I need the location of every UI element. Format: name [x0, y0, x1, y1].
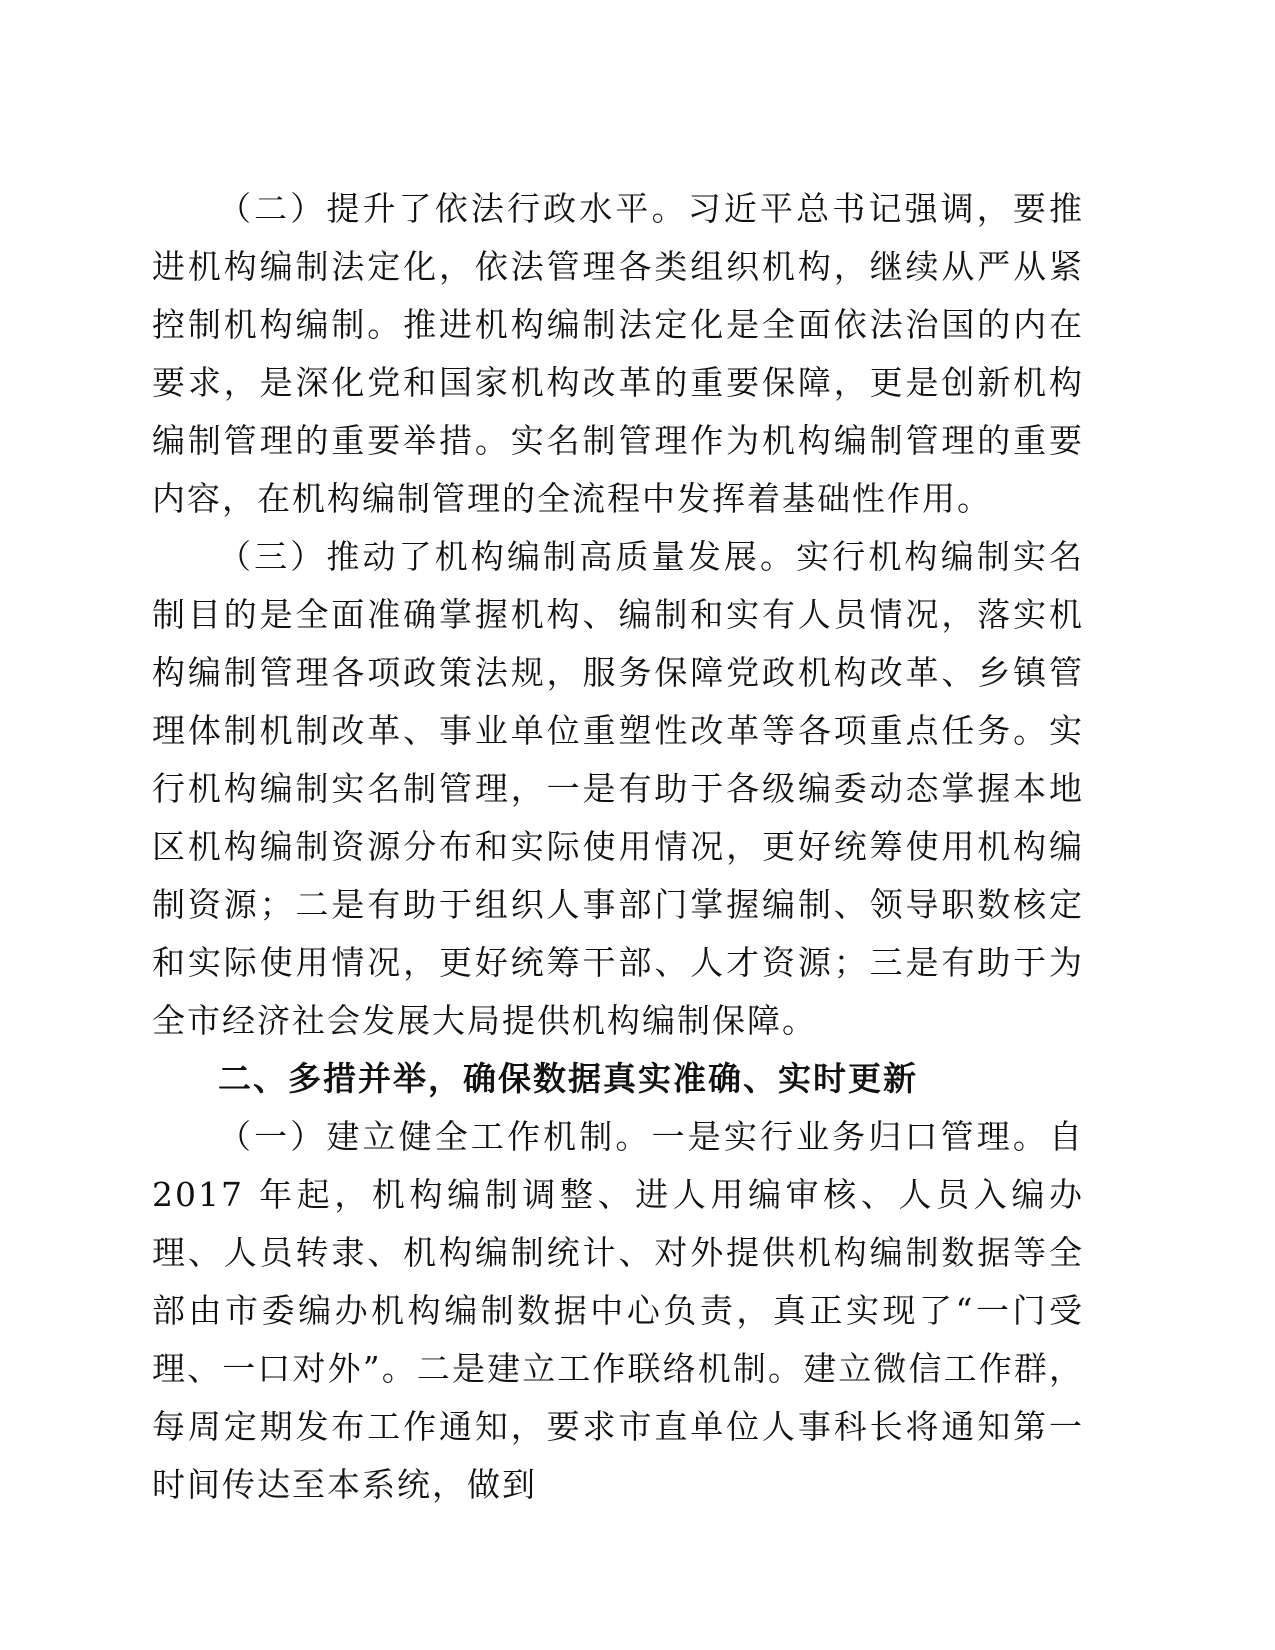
paragraph-work-mechanism: （一）建立健全工作机制。一是实行业务归口管理。自 2017 年起，机构编制调整、进人用编审核、人员入编办理、人员转隶、机构编制统计、对外提供机构编制数据等全部由市委编办机构编制数据中心负责，真正实现了“一门受理、一口对外”。二是建立工作联络机制。建立微信工作群，每周定期发布工作通知，要求市直单位人事科长将通知第一时间传达至本系统，做到 — [152, 1117, 1084, 1504]
paragraph-administration-level: （二）提升了依法行政水平。习近平总书记强调，要推进机构编制法定化，依法管理各类组织机构，继续从严从紧控制机构编制。推进机构编制法定化是全面依法治国的内在要求，是深化党和国家机构改革的重要保障，更是创新机构编制管理的重要举措。实名制管理作为机构编制管理的重要内容，在机构编制管理的全流程中发挥着基础性作用。 — [152, 189, 1084, 518]
section-heading: 二、多措并举，确保数据真实准确、实时更新 — [218, 1059, 918, 1098]
paragraph-high-quality-development: （三）推动了机构编制高质量发展。实行机构编制实名制目的是全面准确掌握机构、编制和实有人员情况，落实机构编制管理各项政策法规，服务保障党政机构改革、乡镇管理体制机制改革、事业单位重塑性改革等各项重点任务。实行机构编制实名制管理，一是有助于各级编委动态掌握本地区机构编制资源分布和实际使用情况，更好统筹使用机构编制资源；二是有助于组织人事部门掌握编制、领导职数核定和实际使用情况，更好统筹干部、人才资源；三是有助于为全市经济社会发展大局提供机构编制保障。 — [152, 537, 1084, 1040]
document-body — [152, 180, 1084, 1514]
